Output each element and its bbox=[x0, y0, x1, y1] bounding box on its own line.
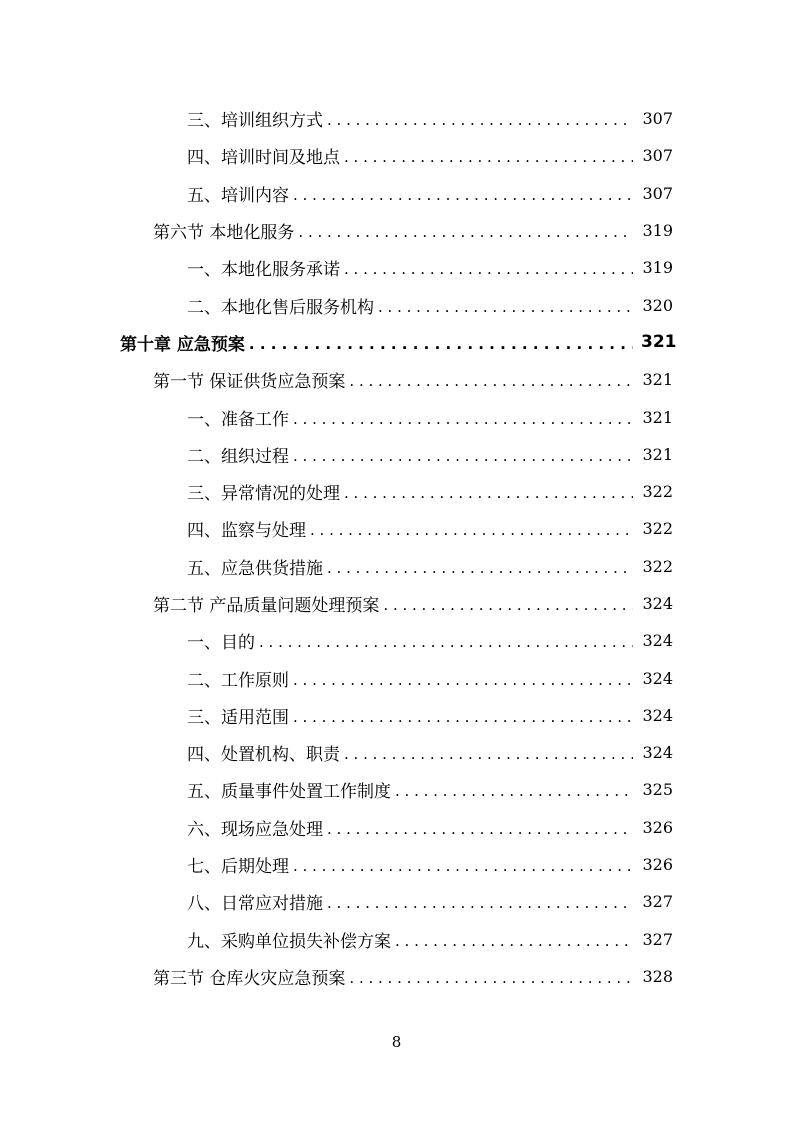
toc-entry[interactable] bbox=[0, 883, 793, 920]
toc-section-entry[interactable] bbox=[0, 958, 793, 995]
toc-dot-leader bbox=[293, 673, 633, 688]
toc-entry-page: 328 bbox=[642, 966, 673, 986]
toc-dot-leader bbox=[310, 523, 633, 538]
toc-entry-page: 325 bbox=[642, 780, 673, 800]
toc-dot-leader bbox=[293, 859, 633, 874]
toc-entry-title: 五、应急供货措施 bbox=[187, 558, 323, 579]
toc-entry-page: 307 bbox=[642, 146, 673, 166]
toc-dot-leader bbox=[327, 896, 633, 911]
toc-entry-page: 321 bbox=[642, 370, 673, 390]
toc-entry-page: 324 bbox=[642, 743, 673, 763]
toc-entry[interactable] bbox=[0, 510, 793, 547]
toc-dot-leader bbox=[349, 374, 633, 389]
toc-entry[interactable] bbox=[0, 548, 793, 585]
toc-entry[interactable] bbox=[0, 175, 793, 212]
toc-section-entry[interactable] bbox=[0, 212, 793, 249]
toc-dot-leader bbox=[293, 449, 633, 464]
toc-dot-leader bbox=[327, 822, 633, 837]
toc-entry-title: 第三节 仓库火灾应急预案 bbox=[153, 968, 346, 989]
toc-entry[interactable] bbox=[0, 809, 793, 846]
toc-entry-title: 四、处置机构、职责 bbox=[187, 745, 340, 766]
toc-entry-title: 八、日常应对措施 bbox=[187, 894, 323, 915]
toc-entry-title: 三、异常情况的处理 bbox=[187, 484, 340, 505]
toc-entry-title: 一、目的 bbox=[187, 633, 255, 654]
toc-dot-leader bbox=[344, 747, 633, 762]
toc-entry[interactable] bbox=[0, 697, 793, 734]
toc-dot-leader bbox=[327, 561, 633, 576]
toc-entry-page: 326 bbox=[642, 817, 673, 837]
toc-entry-title: 二、本地化售后服务机构 bbox=[187, 297, 374, 318]
toc-section-entry[interactable] bbox=[0, 361, 793, 398]
toc-entry-page: 322 bbox=[642, 519, 673, 539]
toc-dot-leader bbox=[344, 150, 633, 165]
toc-section-entry[interactable] bbox=[0, 585, 793, 622]
toc-dot-leader bbox=[293, 710, 633, 725]
toc-entry-page: 321 bbox=[641, 332, 677, 353]
toc-dot-leader bbox=[327, 113, 633, 128]
toc-entry-title: 第二节 产品质量问题处理预案 bbox=[153, 596, 380, 616]
toc-entry-title: 第十章 应急预案 bbox=[120, 334, 245, 355]
toc-dot-leader bbox=[259, 635, 633, 650]
table-of-contents bbox=[0, 100, 793, 995]
toc-entry[interactable] bbox=[0, 249, 793, 286]
toc-entry-page: 324 bbox=[642, 631, 673, 651]
toc-entry-page: 307 bbox=[642, 109, 673, 129]
toc-entry-title: 九、采购单位损失补偿方案 bbox=[187, 931, 391, 952]
toc-dot-leader bbox=[293, 188, 633, 203]
toc-entry-title: 三、适用范围 bbox=[187, 707, 289, 728]
toc-entry-page: 320 bbox=[642, 295, 673, 315]
toc-entry-title: 五、质量事件处置工作制度 bbox=[187, 782, 391, 803]
toc-dot-leader bbox=[349, 971, 633, 986]
toc-entry-page: 321 bbox=[642, 444, 673, 464]
toc-entry-page: 319 bbox=[642, 221, 673, 241]
toc-entry-page: 321 bbox=[642, 407, 673, 427]
toc-entry-title: 三、培训组织方式 bbox=[187, 111, 323, 132]
toc-dot-leader bbox=[395, 934, 633, 949]
toc-dot-leader bbox=[395, 784, 633, 799]
toc-dot-leader bbox=[378, 300, 633, 315]
toc-entry-page: 307 bbox=[642, 183, 673, 203]
toc-dot-leader bbox=[293, 412, 633, 427]
page-number: 8 bbox=[391, 1033, 402, 1051]
toc-entry[interactable] bbox=[0, 398, 793, 435]
toc-entry-title: 五、培训内容 bbox=[187, 185, 289, 206]
toc-dot-leader bbox=[344, 486, 633, 501]
toc-entry[interactable] bbox=[0, 771, 793, 808]
toc-entry-page: 324 bbox=[642, 668, 673, 688]
toc-dot-leader bbox=[298, 225, 633, 240]
toc-entry[interactable] bbox=[0, 622, 793, 659]
toc-entry-title: 一、本地化服务承诺 bbox=[187, 260, 340, 281]
toc-dot-leader bbox=[383, 598, 633, 613]
toc-entry-page: 319 bbox=[642, 258, 673, 278]
toc-entry-page: 326 bbox=[642, 855, 673, 875]
toc-dot-leader bbox=[344, 262, 633, 277]
toc-entry-page: 322 bbox=[642, 556, 673, 576]
toc-entry[interactable] bbox=[0, 659, 793, 696]
toc-entry[interactable] bbox=[0, 734, 793, 771]
toc-entry[interactable] bbox=[0, 100, 793, 137]
toc-entry-title: 二、组织过程 bbox=[187, 446, 289, 467]
toc-entry-title: 一、准备工作 bbox=[187, 409, 289, 430]
toc-entry-title: 七、后期处理 bbox=[187, 857, 289, 878]
toc-entry[interactable] bbox=[0, 473, 793, 510]
toc-entry-title: 六、现场应急处理 bbox=[187, 819, 323, 840]
toc-dot-leader bbox=[249, 337, 633, 352]
toc-entry-page: 324 bbox=[642, 705, 673, 725]
toc-entry-title: 二、工作原则 bbox=[187, 670, 289, 691]
toc-entry[interactable] bbox=[0, 286, 793, 323]
toc-entry[interactable] bbox=[0, 436, 793, 473]
toc-entry[interactable] bbox=[0, 921, 793, 958]
toc-entry-title: 四、监察与处理 bbox=[187, 521, 306, 542]
toc-chapter-entry[interactable] bbox=[0, 324, 793, 361]
toc-entry-title: 第一节 保证供货应急预案 bbox=[153, 372, 346, 393]
toc-entry[interactable] bbox=[0, 137, 793, 174]
toc-entry-page: 327 bbox=[642, 929, 673, 949]
toc-entry-page: 322 bbox=[642, 482, 673, 502]
toc-entry[interactable] bbox=[0, 846, 793, 883]
toc-entry-page: 324 bbox=[642, 594, 673, 613]
toc-entry-title: 四、培训时间及地点 bbox=[187, 148, 340, 169]
toc-entry-page: 327 bbox=[642, 892, 673, 912]
toc-entry-title: 第六节 本地化服务 bbox=[153, 223, 295, 244]
